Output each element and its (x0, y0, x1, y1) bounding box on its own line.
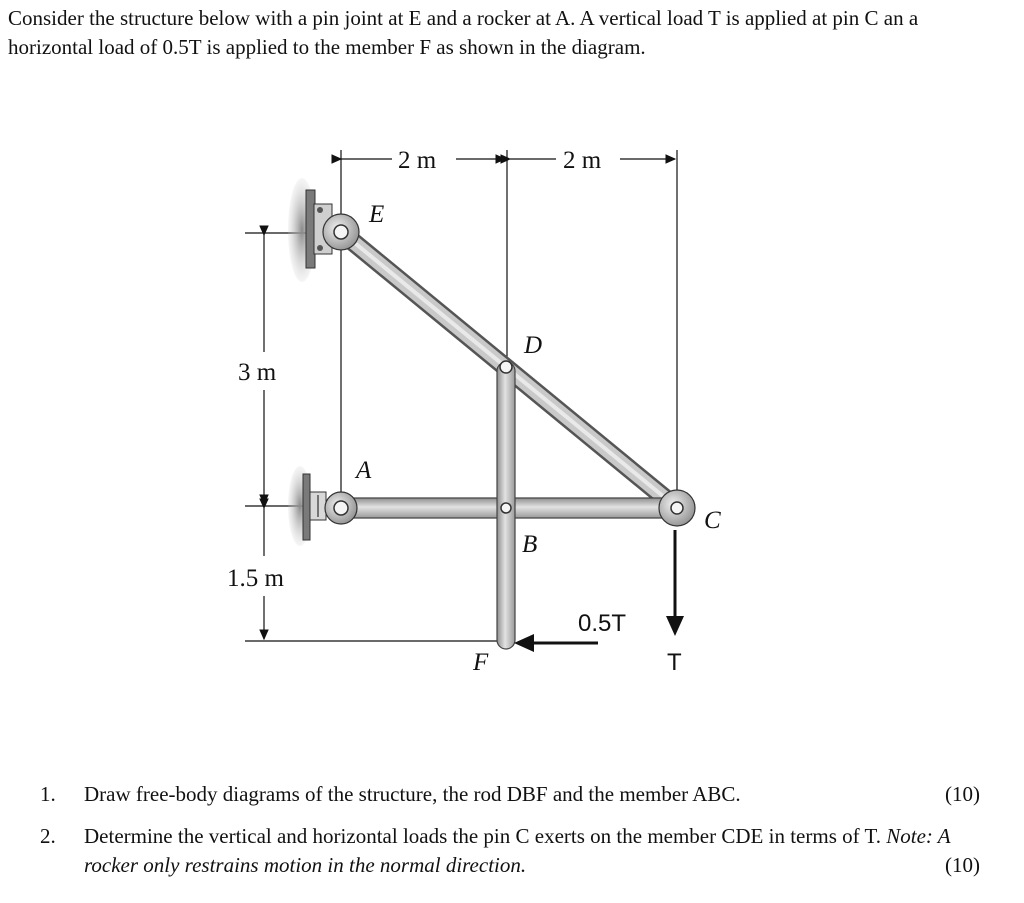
question-marks: (10) (945, 782, 980, 806)
question-list (40, 780, 990, 893)
point-label-b: B (522, 531, 538, 558)
load-label-vertical: T (667, 649, 682, 676)
point-label-c: C (704, 507, 721, 534)
load-arrow-vertical (666, 530, 684, 636)
question-1 (40, 780, 990, 809)
pin-d (500, 361, 512, 373)
pin-b (501, 503, 511, 513)
question-number: 1. (40, 782, 56, 806)
question-number: 2. (40, 824, 56, 848)
load-label-horizontal: 0.5T (578, 610, 627, 637)
dim-label-top-right: 2 m (563, 147, 602, 174)
pin-c (659, 490, 695, 526)
rocker-support-a (288, 466, 326, 546)
point-label-a: A (356, 457, 372, 484)
question-marks: (10) (945, 853, 980, 877)
dim-label-top-left: 2 m (398, 147, 437, 174)
dim-label-left-upper: 3 m (238, 359, 277, 386)
dim-label-left-lower: 1.5 m (227, 565, 284, 592)
question-text: Draw free-body diagrams of the structure, the rod DBF and the member ABC. (84, 782, 741, 806)
pin-a (325, 492, 357, 524)
pin-e (323, 214, 359, 250)
question-note: Note: A rocker only restrains motion in the normal direction. (84, 824, 951, 877)
question-text: Determine the vertical and horizontal loads the pin C exerts on the member CDE in terms of T. (84, 824, 881, 848)
question-2 (40, 822, 990, 880)
point-label-f: F (473, 649, 489, 676)
point-label-e: E (369, 201, 385, 228)
point-label-d: D (524, 332, 543, 359)
problem-statement: Consider the structure below with a pin joint at E and a rocker at A. A vertical load T is applied at pin C an a horizontal load of 0.5T is applied to the member F as shown in the diagram. (8, 6, 919, 59)
